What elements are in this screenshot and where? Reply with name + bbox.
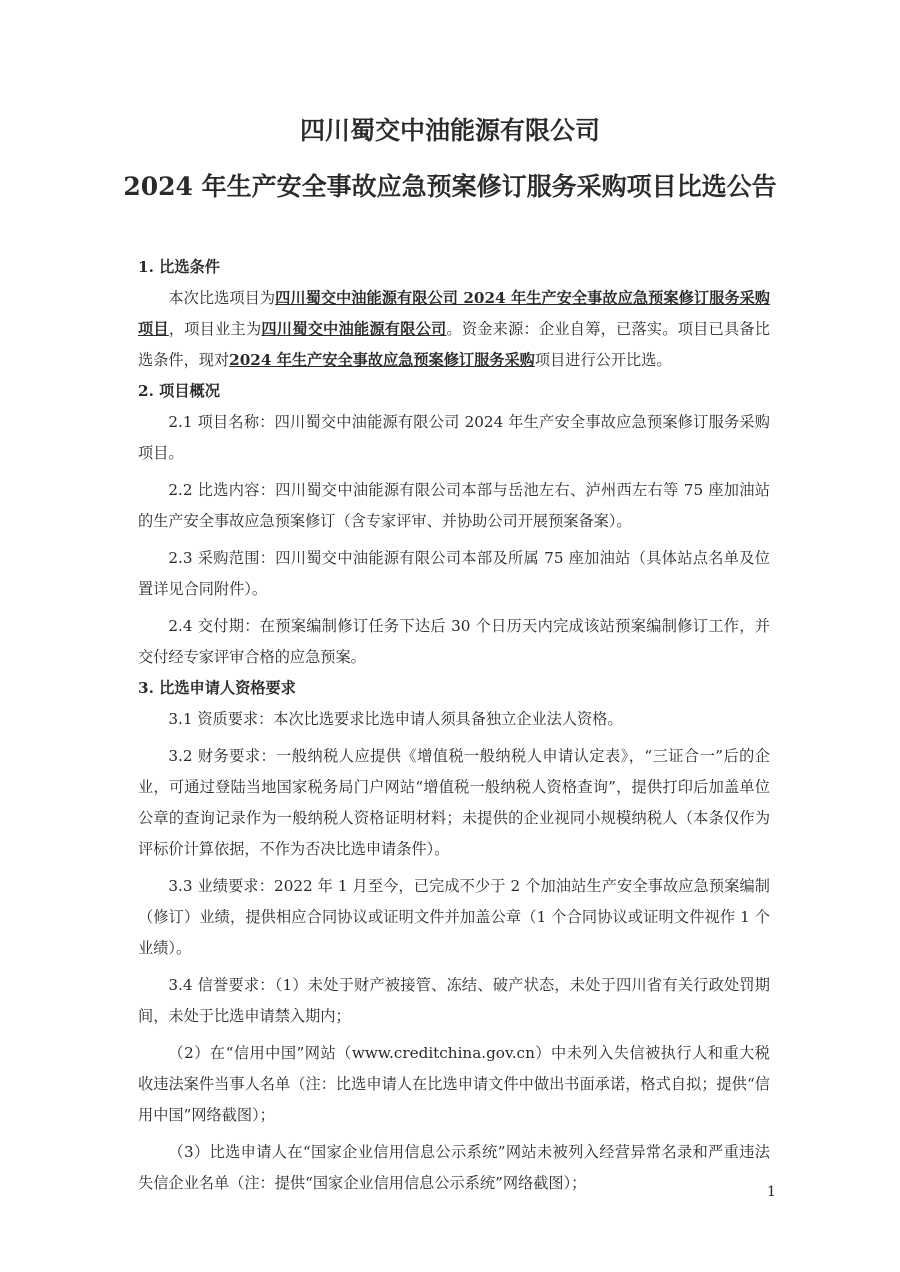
company-title: 四川蜀交中油能源有限公司	[299, 116, 600, 145]
section2-heading: 2. 项目概况	[138, 382, 220, 400]
section2-item4: 2.4 交付期：在预案编制修订任务下达后 30 个日历天内完成该站预案编制修订工作，并交付经专家评审合格的应急预案。	[138, 617, 770, 666]
section2-item3: 2.3 采购范围：四川蜀交中油能源有限公司本部及所属 75 座加油站（具体站点名单及位置详见合同附件）。	[138, 549, 770, 598]
owner-name-underlined: 四川蜀交中油能源有限公司	[261, 320, 447, 338]
section3-heading: 3. 比选申请人资格要求	[138, 679, 296, 697]
section1-heading: 1. 比选条件	[138, 258, 220, 276]
section3-item3: 3.3 业绩要求：2022 年 1 月至今，已完成不少于 2 个加油站生产安全事故应急预案编制（修订）业绩，提供相应合同协议或证明文件并加盖公章（1 个合同协议或证明文件视作 1 个业绩）。	[138, 877, 770, 957]
text-span: ，项目业主为	[168, 320, 262, 338]
section2-item1: 2.1 项目名称：四川蜀交中油能源有限公司 2024 年生产安全事故应急预案修订服务采购项目。	[138, 413, 770, 462]
project-name-underlined: 四川蜀交中油能源有限公司 2024 年生产安全事故应急预案修订服务采购项目	[138, 289, 770, 338]
page-number: 1	[767, 1184, 776, 1200]
section3-item2: 3.2 财务要求：一般纳税人应提供《增值税一般纳税人申请认定表》，“三证合一”后的企业，可通过登陆当地国家税务局门户网站“增值税一般纳税人资格查询”，提供打印后加盖单位公章的查询记录作为一般纳税人资格证明材料；未提供的企业视同小规模纳税人（本条仅作为评标价计算依据，不作为否决比选申请条件）。	[138, 747, 770, 858]
section3-item4-3: （3）比选申请人在“国家企业信用信息公示系统”网站未被列入经营异常名录和严重违法失信企业名单（注：提供“国家企业信用信息公示系统”网络截图）；	[138, 1143, 770, 1192]
section3-item1: 3.1 资质要求：本次比选要求比选申请人须具备独立企业法人资格。	[168, 710, 623, 728]
text-span: 。资金来源：企业自筹，已落实。项目已具备比选条件，现对	[138, 320, 771, 369]
section3-item4-2: （2）在“信用中国”网站（www.creditchina.gov.cn）中未列入失信被执行人和重大税收违法案件当事人名单（注：比选申请人在比选申请文件中做出书面承诺，格式自拟；提供“信用中国”网络截图）；	[138, 1044, 770, 1124]
document-body	[138, 252, 770, 1199]
text-span: 本次比选项目为	[168, 289, 276, 307]
section2-item2: 2.2 比选内容：四川蜀交中油能源有限公司本部与岳池左右、泸州西左右等 75 座加油站的生产安全事故应急预案修订（含专家评审、并协助公司开展预案备案）。	[138, 481, 770, 530]
text-span: 项目进行公开比选。	[534, 351, 672, 369]
service-name-underlined: 2024 年生产安全事故应急预案修订服务采购	[229, 351, 535, 369]
section3-item4: 3.4 信誉要求：（1）未处于财产被接管、冻结、破产状态，未处于四川省有关行政处罚期间，未处于比选申请禁入期内；	[138, 976, 770, 1025]
section1-paragraph	[138, 283, 770, 376]
announcement-title: 2024 年生产安全事故应急预案修订服务采购项目比选公告	[123, 172, 777, 201]
